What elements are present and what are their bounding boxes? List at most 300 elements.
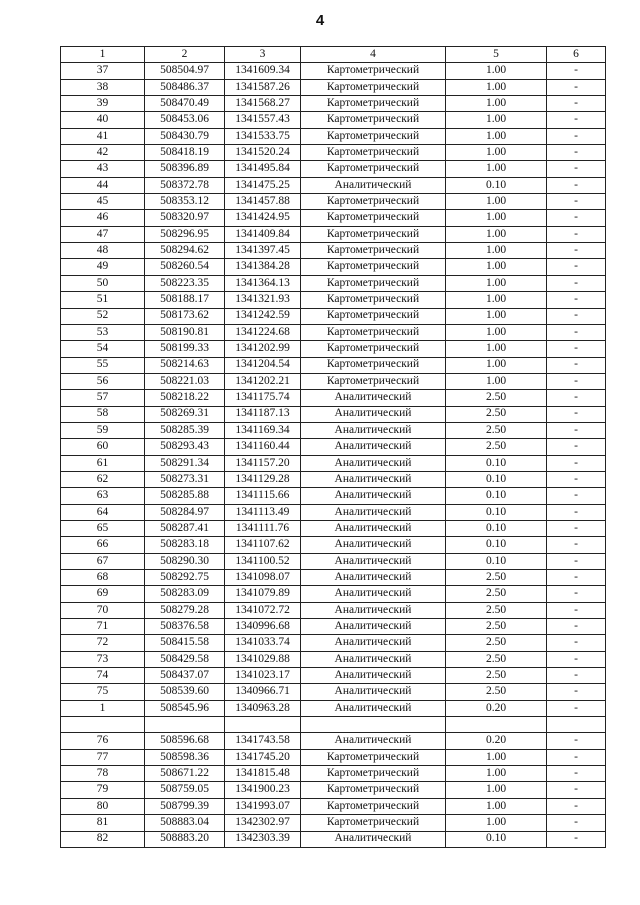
cell-accuracy: 1.00: [446, 194, 547, 210]
table-row: [61, 226, 606, 242]
cell-method: Картометрический: [301, 63, 446, 79]
table-row: [61, 341, 606, 357]
cell-note: -: [547, 390, 606, 406]
cell-accuracy: 1.00: [446, 782, 547, 798]
cell-accuracy: 2.50: [446, 651, 547, 667]
coordinates-table: [60, 46, 606, 848]
cell-coordinate-y: 1342302.97: [225, 815, 301, 831]
table-row: [61, 243, 606, 259]
cell-coordinate-y: 1341397.45: [225, 243, 301, 259]
cell-accuracy: 1.00: [446, 128, 547, 144]
cell-note: -: [547, 112, 606, 128]
cell-coordinate-x: 508883.04: [145, 815, 225, 831]
cell-coordinate-x: 508190.81: [145, 324, 225, 340]
cell-accuracy: 1.00: [446, 96, 547, 112]
cell-note: -: [547, 537, 606, 553]
cell-accuracy: 1.00: [446, 766, 547, 782]
cell-point-number: 79: [61, 782, 145, 798]
cell-coordinate-x: 508596.68: [145, 733, 225, 749]
cell-coordinate-y: 1341364.13: [225, 275, 301, 291]
cell-method: Аналитический: [301, 700, 446, 716]
cell-coordinate-y: 1341424.95: [225, 210, 301, 226]
table-row: [61, 684, 606, 700]
table-row: [61, 586, 606, 602]
cell-note: -: [547, 815, 606, 831]
cell-method: Аналитический: [301, 668, 446, 684]
cell-method: Картометрический: [301, 292, 446, 308]
cell-point-number: 39: [61, 96, 145, 112]
cell-note: -: [547, 177, 606, 193]
cell-note: -: [547, 259, 606, 275]
cell-point-number: 52: [61, 308, 145, 324]
cell-method: Картометрический: [301, 112, 446, 128]
cell-note: -: [547, 194, 606, 210]
cell-method: Аналитический: [301, 586, 446, 602]
table-row: [61, 537, 606, 553]
cell-method: Картометрический: [301, 766, 446, 782]
table-row: [61, 504, 606, 520]
cell-method: Картометрический: [301, 324, 446, 340]
cell-point-number: 48: [61, 243, 145, 259]
cell-point-number: 68: [61, 570, 145, 586]
cell-point-number: 71: [61, 619, 145, 635]
cell-accuracy: 0.10: [446, 504, 547, 520]
cell-coordinate-y: 1340966.71: [225, 684, 301, 700]
cell-accuracy: 1.00: [446, 63, 547, 79]
cell-method: Картометрический: [301, 161, 446, 177]
cell-coordinate-x: 508218.22: [145, 390, 225, 406]
table-row: [61, 798, 606, 814]
cell-accuracy: 1.00: [446, 308, 547, 324]
table-row: [61, 749, 606, 765]
cell-point-number: 59: [61, 422, 145, 438]
cell-method: Аналитический: [301, 471, 446, 487]
table-row: [61, 194, 606, 210]
cell-coordinate-y: 1341568.27: [225, 96, 301, 112]
cell-accuracy: 1.00: [446, 292, 547, 308]
cell-coordinate-x: 508283.18: [145, 537, 225, 553]
cell-coordinate-x: 508260.54: [145, 259, 225, 275]
cell-method: Аналитический: [301, 619, 446, 635]
cell-coordinate-y: 1341115.66: [225, 488, 301, 504]
cell-note: [547, 717, 606, 733]
cell-coordinate-x: 508504.97: [145, 63, 225, 79]
cell-coordinate-x: 508293.43: [145, 439, 225, 455]
cell-note: -: [547, 406, 606, 422]
table-row: [61, 651, 606, 667]
column-header: 3: [225, 47, 301, 63]
cell-note: -: [547, 635, 606, 651]
cell-accuracy: 0.10: [446, 520, 547, 536]
cell-coordinate-y: 1341029.88: [225, 651, 301, 667]
cell-note: -: [547, 357, 606, 373]
cell-method: Картометрический: [301, 96, 446, 112]
cell-note: -: [547, 831, 606, 847]
cell-note: -: [547, 520, 606, 536]
table-row: [61, 602, 606, 618]
cell-coordinate-x: 508279.28: [145, 602, 225, 618]
cell-accuracy: 1.00: [446, 112, 547, 128]
cell-coordinate-y: 1341033.74: [225, 635, 301, 651]
cell-method: Картометрический: [301, 275, 446, 291]
cell-note: -: [547, 684, 606, 700]
cell-accuracy: 1.00: [446, 161, 547, 177]
cell-point-number: 76: [61, 733, 145, 749]
table-row: [61, 733, 606, 749]
table-row: [61, 553, 606, 569]
cell-point-number: 75: [61, 684, 145, 700]
cell-note: -: [547, 504, 606, 520]
table-row: [61, 619, 606, 635]
table-row: [61, 145, 606, 161]
cell-accuracy: 2.50: [446, 619, 547, 635]
cell-point-number: 54: [61, 341, 145, 357]
cell-coordinate-y: 1341457.88: [225, 194, 301, 210]
cell-method: Картометрический: [301, 145, 446, 161]
cell-method: Картометрический: [301, 79, 446, 95]
table-row: [61, 488, 606, 504]
cell-method: Аналитический: [301, 570, 446, 586]
cell-coordinate-x: 508287.41: [145, 520, 225, 536]
cell-note: -: [547, 226, 606, 242]
cell-accuracy: 0.10: [446, 177, 547, 193]
table-body: [61, 63, 606, 848]
cell-note: -: [547, 161, 606, 177]
table-row: [61, 324, 606, 340]
cell-accuracy: 0.20: [446, 700, 547, 716]
cell-point-number: 74: [61, 668, 145, 684]
table-row: [61, 292, 606, 308]
cell-method: [301, 717, 446, 733]
cell-note: -: [547, 782, 606, 798]
cell-coordinate-y: 1341072.72: [225, 602, 301, 618]
cell-method: Аналитический: [301, 602, 446, 618]
cell-note: -: [547, 96, 606, 112]
cell-coordinate-x: 508376.58: [145, 619, 225, 635]
cell-coordinate-x: 508285.88: [145, 488, 225, 504]
cell-coordinate-x: 508430.79: [145, 128, 225, 144]
cell-point-number: 77: [61, 749, 145, 765]
table-row: [61, 766, 606, 782]
cell-coordinate-x: 508799.39: [145, 798, 225, 814]
cell-point-number: 67: [61, 553, 145, 569]
cell-method: Картометрический: [301, 373, 446, 389]
page-number: 4: [315, 12, 325, 29]
cell-point-number: 41: [61, 128, 145, 144]
cell-coordinate-y: 1341609.34: [225, 63, 301, 79]
cell-method: Картометрический: [301, 341, 446, 357]
cell-note: -: [547, 455, 606, 471]
cell-method: Картометрический: [301, 782, 446, 798]
cell-coordinate-x: 508437.07: [145, 668, 225, 684]
cell-point-number: 50: [61, 275, 145, 291]
cell-method: Аналитический: [301, 177, 446, 193]
cell-point-number: 69: [61, 586, 145, 602]
cell-method: Картометрический: [301, 194, 446, 210]
table-row: [61, 422, 606, 438]
cell-accuracy: 1.00: [446, 259, 547, 275]
cell-coordinate-x: 508453.06: [145, 112, 225, 128]
cell-note: -: [547, 275, 606, 291]
cell-method: Картометрический: [301, 128, 446, 144]
cell-accuracy: 1.00: [446, 243, 547, 259]
cell-method: Картометрический: [301, 226, 446, 242]
cell-accuracy: 2.50: [446, 586, 547, 602]
table-row: [61, 259, 606, 275]
cell-accuracy: 1.00: [446, 145, 547, 161]
table-header-row: [61, 47, 606, 63]
cell-coordinate-x: 508539.60: [145, 684, 225, 700]
cell-coordinate-y: 1341160.44: [225, 439, 301, 455]
cell-note: -: [547, 570, 606, 586]
cell-accuracy: 2.50: [446, 390, 547, 406]
cell-coordinate-y: 1341533.75: [225, 128, 301, 144]
cell-accuracy: 2.50: [446, 439, 547, 455]
cell-accuracy: 1.00: [446, 210, 547, 226]
cell-accuracy: 1.00: [446, 357, 547, 373]
cell-accuracy: 1.00: [446, 275, 547, 291]
cell-coordinate-x: 508883.20: [145, 831, 225, 847]
cell-coordinate-x: 508353.12: [145, 194, 225, 210]
cell-point-number: 66: [61, 537, 145, 553]
cell-method: Аналитический: [301, 733, 446, 749]
cell-point-number: 57: [61, 390, 145, 406]
cell-method: Аналитический: [301, 651, 446, 667]
cell-coordinate-y: 1341321.93: [225, 292, 301, 308]
cell-note: -: [547, 700, 606, 716]
cell-point-number: 47: [61, 226, 145, 242]
cell-point-number: 60: [61, 439, 145, 455]
cell-coordinate-y: 1341169.34: [225, 422, 301, 438]
cell-note: -: [547, 553, 606, 569]
cell-accuracy: [446, 717, 547, 733]
cell-point-number: [61, 717, 145, 733]
cell-note: -: [547, 79, 606, 95]
table-row: [61, 717, 606, 733]
cell-coordinate-x: 508290.30: [145, 553, 225, 569]
cell-point-number: 65: [61, 520, 145, 536]
cell-note: -: [547, 308, 606, 324]
cell-coordinate-y: 1341202.21: [225, 373, 301, 389]
cell-coordinate-y: 1340996.68: [225, 619, 301, 635]
cell-coordinate-y: 1341113.49: [225, 504, 301, 520]
cell-coordinate-x: 508199.33: [145, 341, 225, 357]
coordinates-table-container: [60, 46, 605, 848]
cell-point-number: 51: [61, 292, 145, 308]
cell-note: -: [547, 373, 606, 389]
cell-point-number: 70: [61, 602, 145, 618]
cell-method: Аналитический: [301, 390, 446, 406]
cell-coordinate-x: 508296.95: [145, 226, 225, 242]
cell-note: -: [547, 651, 606, 667]
table-row: [61, 520, 606, 536]
table-row: [61, 439, 606, 455]
cell-note: -: [547, 471, 606, 487]
cell-point-number: 80: [61, 798, 145, 814]
cell-method: Картометрический: [301, 259, 446, 275]
cell-coordinate-y: 1341107.62: [225, 537, 301, 553]
cell-method: Аналитический: [301, 455, 446, 471]
cell-coordinate-y: 1341175.74: [225, 390, 301, 406]
table-row: [61, 406, 606, 422]
table-row: [61, 128, 606, 144]
cell-point-number: 42: [61, 145, 145, 161]
cell-accuracy: 2.50: [446, 602, 547, 618]
cell-coordinate-y: 1341384.28: [225, 259, 301, 275]
cell-coordinate-y: 1341743.58: [225, 733, 301, 749]
table-row: [61, 308, 606, 324]
table-row: [61, 63, 606, 79]
cell-coordinate-y: 1341023.17: [225, 668, 301, 684]
cell-note: -: [547, 210, 606, 226]
cell-coordinate-x: 508320.97: [145, 210, 225, 226]
cell-method: Картометрический: [301, 357, 446, 373]
cell-note: -: [547, 619, 606, 635]
cell-accuracy: 2.50: [446, 422, 547, 438]
cell-coordinate-x: 508372.78: [145, 177, 225, 193]
cell-coordinate-x: 508214.63: [145, 357, 225, 373]
table-row: [61, 112, 606, 128]
cell-method: Аналитический: [301, 488, 446, 504]
cell-coordinate-y: 1340963.28: [225, 700, 301, 716]
column-header: 6: [547, 47, 606, 63]
cell-note: -: [547, 749, 606, 765]
cell-point-number: 55: [61, 357, 145, 373]
cell-coordinate-y: 1342303.39: [225, 831, 301, 847]
cell-coordinate-x: 508188.17: [145, 292, 225, 308]
table-row: [61, 210, 606, 226]
cell-note: -: [547, 766, 606, 782]
table-row: [61, 357, 606, 373]
cell-point-number: 62: [61, 471, 145, 487]
table-row: [61, 668, 606, 684]
table-row: [61, 275, 606, 291]
cell-accuracy: 0.20: [446, 733, 547, 749]
cell-coordinate-x: 508545.96: [145, 700, 225, 716]
cell-accuracy: 1.00: [446, 373, 547, 389]
cell-coordinate-y: 1341224.68: [225, 324, 301, 340]
cell-coordinate-y: 1341409.84: [225, 226, 301, 242]
table-row: [61, 635, 606, 651]
cell-method: Аналитический: [301, 422, 446, 438]
cell-coordinate-x: 508759.05: [145, 782, 225, 798]
cell-coordinate-x: 508223.35: [145, 275, 225, 291]
cell-accuracy: 0.10: [446, 488, 547, 504]
cell-method: Картометрический: [301, 815, 446, 831]
cell-note: -: [547, 292, 606, 308]
cell-accuracy: 1.00: [446, 815, 547, 831]
cell-accuracy: 1.00: [446, 798, 547, 814]
cell-coordinate-y: 1341187.13: [225, 406, 301, 422]
cell-accuracy: 1.00: [446, 324, 547, 340]
table-row: [61, 390, 606, 406]
cell-point-number: 49: [61, 259, 145, 275]
cell-coordinate-x: 508294.62: [145, 243, 225, 259]
cell-note: -: [547, 422, 606, 438]
column-header: 1: [61, 47, 145, 63]
cell-coordinate-y: 1341100.52: [225, 553, 301, 569]
cell-coordinate-y: 1341495.84: [225, 161, 301, 177]
cell-accuracy: 0.10: [446, 455, 547, 471]
cell-method: Картометрический: [301, 243, 446, 259]
cell-method: Картометрический: [301, 798, 446, 814]
cell-note: -: [547, 439, 606, 455]
cell-note: -: [547, 586, 606, 602]
cell-method: Аналитический: [301, 520, 446, 536]
cell-coordinate-x: 508292.75: [145, 570, 225, 586]
cell-coordinate-y: 1341993.07: [225, 798, 301, 814]
cell-note: -: [547, 145, 606, 161]
cell-note: -: [547, 324, 606, 340]
cell-accuracy: 2.50: [446, 668, 547, 684]
cell-point-number: 43: [61, 161, 145, 177]
cell-note: -: [547, 798, 606, 814]
cell-point-number: 58: [61, 406, 145, 422]
cell-accuracy: 0.10: [446, 553, 547, 569]
table-row: [61, 471, 606, 487]
cell-accuracy: 0.10: [446, 537, 547, 553]
cell-coordinate-x: 508415.58: [145, 635, 225, 651]
cell-method: Аналитический: [301, 635, 446, 651]
table-row: [61, 96, 606, 112]
cell-accuracy: 1.00: [446, 226, 547, 242]
cell-point-number: 38: [61, 79, 145, 95]
cell-coordinate-y: 1341204.54: [225, 357, 301, 373]
cell-coordinate-x: 508671.22: [145, 766, 225, 782]
cell-coordinate-x: 508486.37: [145, 79, 225, 95]
cell-point-number: 64: [61, 504, 145, 520]
table-row: [61, 79, 606, 95]
cell-point-number: 1: [61, 700, 145, 716]
cell-accuracy: 2.50: [446, 635, 547, 651]
cell-coordinate-y: 1341815.48: [225, 766, 301, 782]
cell-method: Картометрический: [301, 749, 446, 765]
cell-point-number: 56: [61, 373, 145, 389]
cell-coordinate-y: [225, 717, 301, 733]
cell-coordinate-y: 1341587.26: [225, 79, 301, 95]
cell-point-number: 53: [61, 324, 145, 340]
cell-coordinate-x: 508598.36: [145, 749, 225, 765]
cell-method: Картометрический: [301, 210, 446, 226]
cell-coordinate-y: 1341157.20: [225, 455, 301, 471]
cell-point-number: 37: [61, 63, 145, 79]
cell-coordinate-x: 508285.39: [145, 422, 225, 438]
cell-method: Картометрический: [301, 308, 446, 324]
cell-point-number: 81: [61, 815, 145, 831]
cell-coordinate-y: 1341475.25: [225, 177, 301, 193]
cell-note: -: [547, 63, 606, 79]
cell-coordinate-x: 508269.31: [145, 406, 225, 422]
cell-accuracy: 2.50: [446, 570, 547, 586]
cell-coordinate-y: 1341129.28: [225, 471, 301, 487]
table-row: [61, 700, 606, 716]
table-row: [61, 373, 606, 389]
cell-coordinate-x: 508396.89: [145, 161, 225, 177]
cell-coordinate-x: 508283.09: [145, 586, 225, 602]
cell-coordinate-x: 508418.19: [145, 145, 225, 161]
cell-accuracy: 0.10: [446, 831, 547, 847]
cell-coordinate-y: 1341242.59: [225, 308, 301, 324]
cell-point-number: 72: [61, 635, 145, 651]
cell-coordinate-y: 1341202.99: [225, 341, 301, 357]
cell-point-number: 40: [61, 112, 145, 128]
column-header: 2: [145, 47, 225, 63]
column-header: 4: [301, 47, 446, 63]
cell-method: Аналитический: [301, 684, 446, 700]
cell-point-number: 61: [61, 455, 145, 471]
cell-coordinate-x: 508273.31: [145, 471, 225, 487]
cell-coordinate-y: 1341557.43: [225, 112, 301, 128]
